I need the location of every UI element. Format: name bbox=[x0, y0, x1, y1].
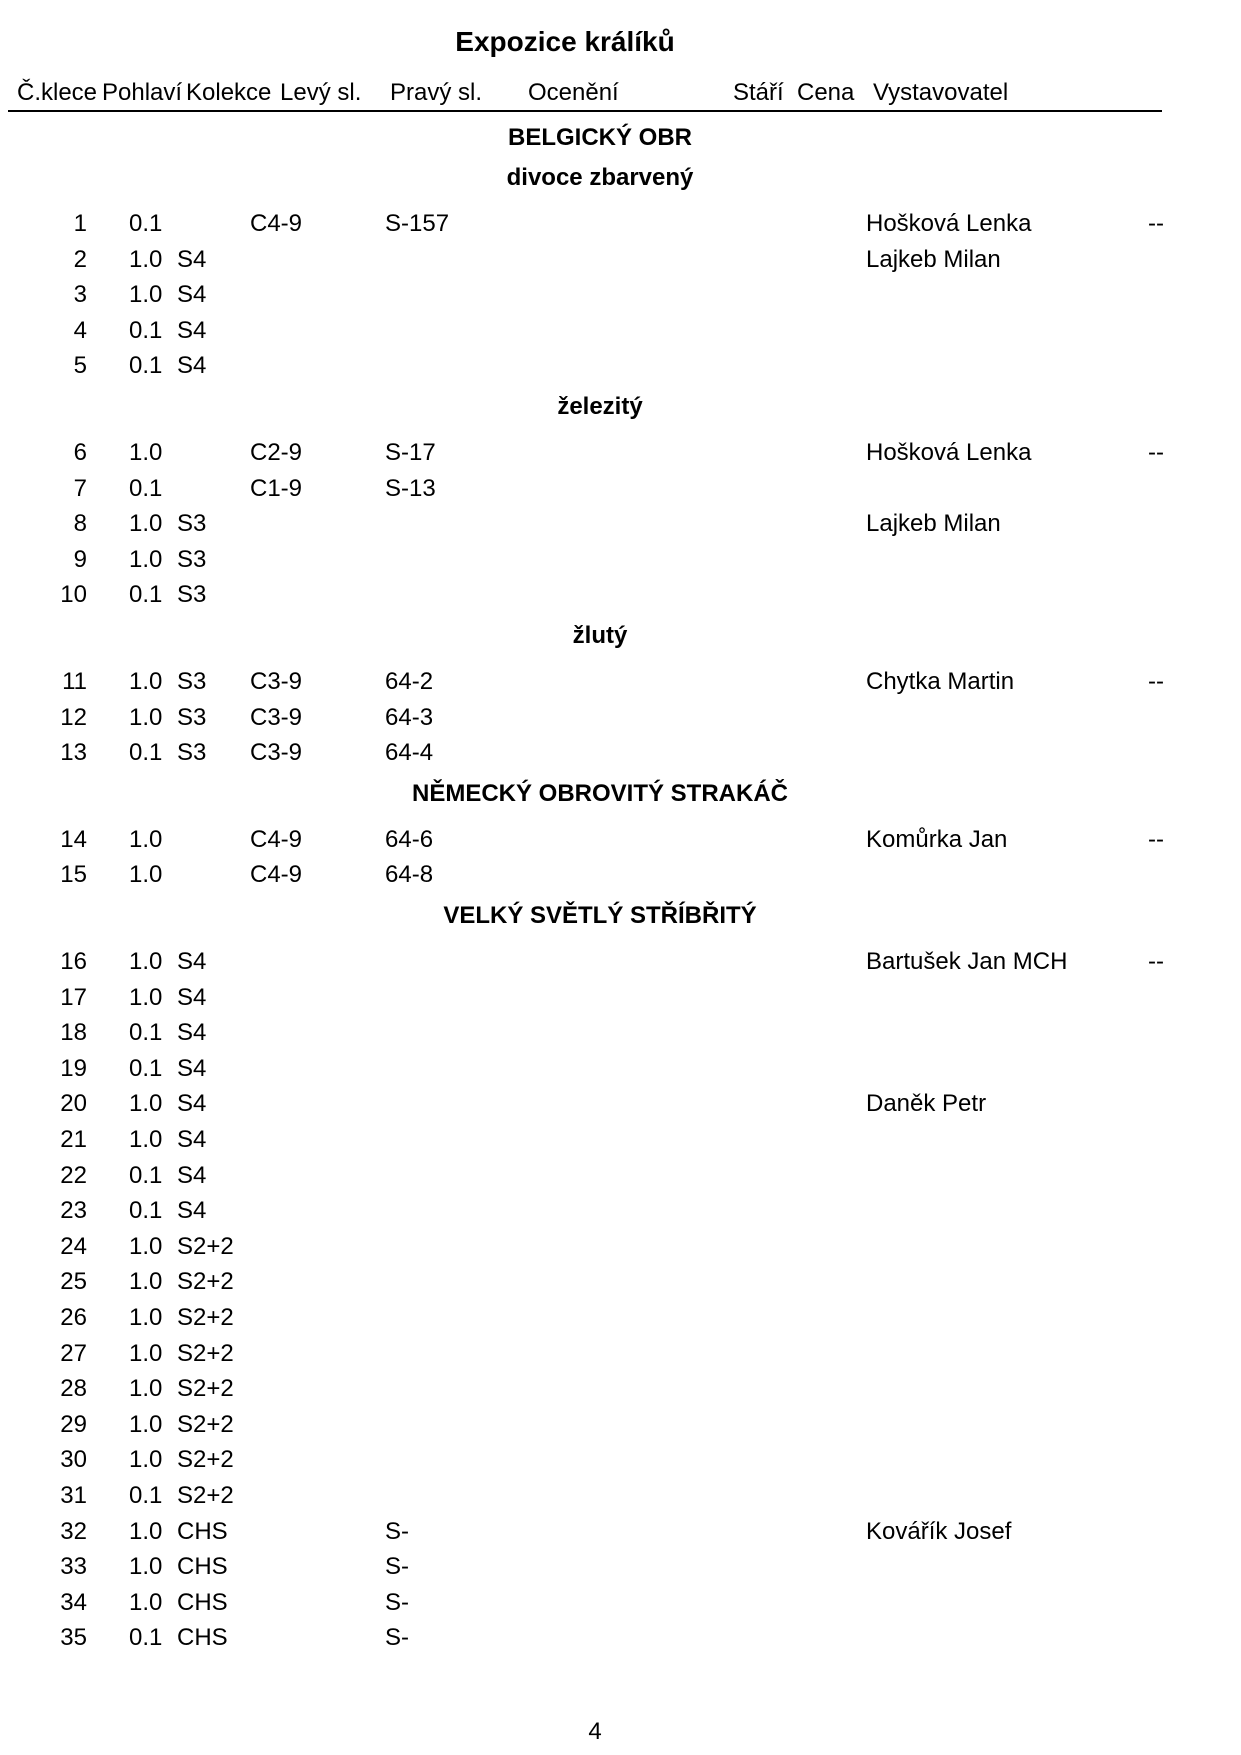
table-row bbox=[0, 1197, 1241, 1231]
cage-number: 35 bbox=[60, 1624, 87, 1652]
table-row bbox=[0, 984, 1241, 1018]
exhibitor-cell: Chytka Martin bbox=[866, 668, 1015, 695]
table-row bbox=[0, 826, 1241, 860]
sex-cell: 1.0 bbox=[129, 1090, 163, 1118]
sex-cell: 1.0 bbox=[129, 245, 163, 273]
right-ear-cell: 64-8 bbox=[385, 861, 434, 889]
sex-cell: 0.1 bbox=[129, 352, 163, 380]
cage-number: 26 bbox=[60, 1304, 87, 1331]
sex-cell: 0.1 bbox=[129, 1019, 163, 1047]
sex-cell: 1.0 bbox=[129, 1446, 163, 1474]
table-row bbox=[0, 1304, 1241, 1338]
collection-cell: S2+2 bbox=[177, 1446, 234, 1474]
sex-cell: 0.1 bbox=[129, 1054, 163, 1082]
sex-cell: 1.0 bbox=[129, 668, 163, 695]
cage-number: 19 bbox=[60, 1054, 87, 1082]
sex-cell: 1.0 bbox=[129, 1375, 163, 1403]
table-row bbox=[0, 1518, 1241, 1552]
exhibitor-cell: Kovářík Josef bbox=[866, 1517, 1012, 1545]
table-row bbox=[0, 1340, 1241, 1374]
collection-cell: S4 bbox=[177, 1161, 207, 1189]
collection-cell: S4 bbox=[177, 1019, 207, 1047]
sex-cell: 1.0 bbox=[129, 1304, 163, 1331]
sex-cell: 1.0 bbox=[129, 1268, 163, 1296]
right-ear-cell: S- bbox=[385, 1553, 409, 1581]
collection-cell: S4 bbox=[177, 352, 207, 380]
section-heading: NĚMECKÝ OBROVITÝ STRAKÁČ bbox=[411, 779, 789, 807]
table-row bbox=[0, 1411, 1241, 1445]
table-row bbox=[0, 1482, 1241, 1516]
right-ear-cell: S-13 bbox=[385, 474, 436, 502]
sex-cell: 0.1 bbox=[129, 1197, 163, 1225]
cage-number: 1 bbox=[73, 210, 87, 237]
exhibitor-cell: Lajkeb Milan bbox=[866, 245, 1001, 273]
sex-cell: 1.0 bbox=[129, 948, 163, 975]
sex-cell: 1.0 bbox=[129, 983, 163, 1011]
sex-cell: 1.0 bbox=[129, 703, 163, 731]
section-heading: BELGICKÝ OBR bbox=[507, 124, 692, 151]
cage-number: 20 bbox=[60, 1090, 87, 1118]
table-row bbox=[0, 1624, 1241, 1658]
cage-number: 24 bbox=[60, 1232, 87, 1260]
exhibitor-cell: Lajkeb Milan bbox=[866, 510, 1001, 538]
left-ear-cell: C4-9 bbox=[250, 825, 303, 853]
left-ear-cell: C4-9 bbox=[250, 210, 303, 237]
collection-cell: S4 bbox=[177, 983, 207, 1011]
exhibitor-cell: Hošková Lenka bbox=[866, 210, 1032, 237]
cage-number: 28 bbox=[60, 1375, 87, 1403]
col-header-rating: Ocenění bbox=[528, 79, 619, 106]
exhibitor-cell: Daněk Petr bbox=[866, 1090, 987, 1118]
sex-cell: 1.0 bbox=[129, 1410, 163, 1438]
left-ear-cell: C2-9 bbox=[250, 439, 303, 466]
cage-number: 33 bbox=[60, 1553, 87, 1581]
collection-cell: S3 bbox=[177, 581, 207, 609]
cage-number: 34 bbox=[60, 1588, 87, 1616]
collection-cell: S3 bbox=[177, 703, 207, 731]
dash-marker: -- bbox=[1148, 948, 1164, 975]
collection-cell: S3 bbox=[177, 545, 207, 573]
cage-number: 10 bbox=[60, 581, 87, 609]
dash-marker: -- bbox=[1148, 439, 1164, 466]
right-ear-cell: 64-3 bbox=[385, 703, 434, 731]
table-row bbox=[0, 1090, 1241, 1124]
table-row bbox=[0, 1162, 1241, 1196]
sex-cell: 0.1 bbox=[129, 1161, 163, 1189]
sex-cell: 0.1 bbox=[129, 210, 163, 237]
table-row bbox=[0, 668, 1241, 702]
table-row bbox=[0, 439, 1241, 473]
table-row bbox=[0, 317, 1241, 351]
collection-cell: CHS bbox=[177, 1517, 228, 1545]
table-row bbox=[0, 1553, 1241, 1587]
table-row bbox=[0, 1446, 1241, 1480]
exhibitor-cell: Bartušek Jan MCH bbox=[866, 948, 1068, 975]
cage-number: 15 bbox=[60, 861, 87, 889]
col-header-right-ear: Pravý sl. bbox=[390, 79, 483, 106]
right-ear-cell: S- bbox=[385, 1588, 409, 1616]
collection-cell: S4 bbox=[177, 316, 207, 344]
table-row bbox=[0, 1375, 1241, 1409]
sex-cell: 0.1 bbox=[129, 316, 163, 344]
cage-number: 18 bbox=[60, 1019, 87, 1047]
collection-cell: S4 bbox=[177, 245, 207, 273]
exhibitor-cell: Hošková Lenka bbox=[866, 439, 1032, 466]
table-row bbox=[0, 475, 1241, 509]
sex-cell: 1.0 bbox=[129, 1517, 163, 1545]
cage-number: 8 bbox=[73, 510, 87, 538]
cage-number: 31 bbox=[60, 1482, 87, 1509]
cage-number: 30 bbox=[60, 1446, 87, 1474]
table-row bbox=[0, 546, 1241, 580]
cage-number: 16 bbox=[60, 948, 87, 975]
table-row bbox=[0, 210, 1241, 244]
sex-cell: 1.0 bbox=[129, 1232, 163, 1260]
col-header-sex: Pohlaví bbox=[102, 79, 183, 106]
table-row bbox=[0, 581, 1241, 615]
dash-marker: -- bbox=[1148, 668, 1164, 695]
collection-cell: S4 bbox=[177, 1090, 207, 1118]
table-row bbox=[0, 1126, 1241, 1160]
col-header-age: Stáří bbox=[733, 79, 784, 106]
collection-cell: S2+2 bbox=[177, 1304, 234, 1331]
right-ear-cell: S- bbox=[385, 1624, 409, 1652]
cage-number: 6 bbox=[73, 439, 87, 466]
sex-cell: 1.0 bbox=[129, 510, 163, 538]
col-header-exhibitor: Vystavovatel bbox=[873, 79, 1009, 106]
table-row bbox=[0, 948, 1241, 982]
collection-cell: S3 bbox=[177, 668, 207, 695]
right-ear-cell: S-17 bbox=[385, 439, 436, 466]
cage-number: 7 bbox=[73, 474, 87, 502]
collection-cell: S3 bbox=[177, 510, 207, 538]
sex-cell: 0.1 bbox=[129, 581, 163, 609]
sex-cell: 0.1 bbox=[129, 739, 163, 767]
table-row bbox=[0, 861, 1241, 895]
left-ear-cell: C3-9 bbox=[250, 668, 303, 695]
table-row bbox=[0, 1055, 1241, 1089]
right-ear-cell: 64-6 bbox=[385, 825, 434, 853]
table-row bbox=[0, 510, 1241, 544]
sex-cell: 0.1 bbox=[129, 1482, 163, 1509]
col-header-price: Cena bbox=[797, 79, 855, 106]
collection-cell: S2+2 bbox=[177, 1375, 234, 1403]
table-row bbox=[0, 1019, 1241, 1053]
col-header-left-ear: Levý sl. bbox=[280, 79, 362, 106]
exhibitor-cell: Komůrka Jan bbox=[866, 825, 1008, 853]
col-header-cage: Č.klece bbox=[17, 79, 98, 106]
left-ear-cell: C3-9 bbox=[250, 739, 303, 767]
collection-cell: S2+2 bbox=[177, 1339, 234, 1367]
sex-cell: 1.0 bbox=[129, 1339, 163, 1367]
table-row bbox=[0, 281, 1241, 315]
cage-number: 9 bbox=[73, 545, 87, 573]
cage-number: 2 bbox=[73, 245, 87, 273]
collection-cell: S4 bbox=[177, 281, 207, 309]
sex-cell: 0.1 bbox=[129, 1624, 163, 1652]
section-heading: divoce zbarvený bbox=[506, 164, 694, 191]
right-ear-cell: S-157 bbox=[385, 210, 450, 237]
section-heading: železitý bbox=[557, 393, 643, 420]
cage-number: 23 bbox=[60, 1197, 87, 1225]
sex-cell: 0.1 bbox=[129, 474, 163, 502]
collection-cell: S2+2 bbox=[177, 1268, 234, 1296]
collection-cell: CHS bbox=[177, 1553, 228, 1581]
cage-number: 27 bbox=[60, 1339, 87, 1367]
table-row bbox=[0, 1589, 1241, 1623]
collection-cell: CHS bbox=[177, 1588, 228, 1616]
right-ear-cell: 64-2 bbox=[385, 668, 434, 695]
left-ear-cell: C3-9 bbox=[250, 703, 303, 731]
cage-number: 5 bbox=[73, 352, 87, 380]
section-heading: VELKÝ SVĚTLÝ STŘÍBŘITÝ bbox=[443, 902, 757, 929]
cage-number: 21 bbox=[60, 1126, 87, 1153]
cage-number: 22 bbox=[60, 1161, 87, 1189]
cage-number: 29 bbox=[60, 1410, 87, 1438]
cage-number: 32 bbox=[60, 1517, 87, 1545]
collection-cell: S2+2 bbox=[177, 1482, 234, 1509]
page-title: Expozice králíků bbox=[455, 26, 675, 57]
collection-cell: CHS bbox=[177, 1624, 228, 1652]
table-row bbox=[0, 1268, 1241, 1302]
cage-number: 3 bbox=[73, 281, 87, 309]
left-ear-cell: C1-9 bbox=[250, 474, 303, 502]
left-ear-cell: C4-9 bbox=[250, 861, 303, 889]
cage-number: 12 bbox=[60, 703, 87, 731]
collection-cell: S3 bbox=[177, 739, 207, 767]
collection-cell: S2+2 bbox=[177, 1410, 234, 1438]
page-number: 4 bbox=[588, 1718, 602, 1745]
sex-cell: 1.0 bbox=[129, 439, 163, 466]
table-row bbox=[0, 352, 1241, 386]
table-row bbox=[0, 246, 1241, 280]
table-row bbox=[0, 704, 1241, 738]
section-heading: žlutý bbox=[572, 622, 628, 649]
cage-number: 13 bbox=[60, 739, 87, 767]
collection-cell: S4 bbox=[177, 1197, 207, 1225]
sex-cell: 1.0 bbox=[129, 1588, 163, 1616]
cage-number: 4 bbox=[73, 316, 87, 344]
sex-cell: 1.0 bbox=[129, 1126, 163, 1153]
cage-number: 14 bbox=[60, 825, 87, 853]
sex-cell: 1.0 bbox=[129, 825, 163, 853]
cage-number: 25 bbox=[60, 1268, 87, 1296]
dash-marker: -- bbox=[1148, 825, 1164, 853]
right-ear-cell: 64-4 bbox=[385, 739, 434, 767]
table-row bbox=[0, 1233, 1241, 1267]
sex-cell: 1.0 bbox=[129, 545, 163, 573]
collection-cell: S2+2 bbox=[177, 1232, 234, 1260]
col-header-collection: Kolekce bbox=[186, 79, 272, 106]
cage-number: 17 bbox=[60, 983, 87, 1011]
sex-cell: 1.0 bbox=[129, 281, 163, 309]
sex-cell: 1.0 bbox=[129, 1553, 163, 1581]
collection-cell: S4 bbox=[177, 948, 207, 975]
collection-cell: S4 bbox=[177, 1126, 207, 1153]
right-ear-cell: S- bbox=[385, 1517, 409, 1545]
dash-marker: -- bbox=[1148, 210, 1164, 237]
cage-number: 11 bbox=[62, 668, 87, 695]
table-row bbox=[0, 739, 1241, 773]
sex-cell: 1.0 bbox=[129, 861, 163, 889]
collection-cell: S4 bbox=[177, 1054, 207, 1082]
